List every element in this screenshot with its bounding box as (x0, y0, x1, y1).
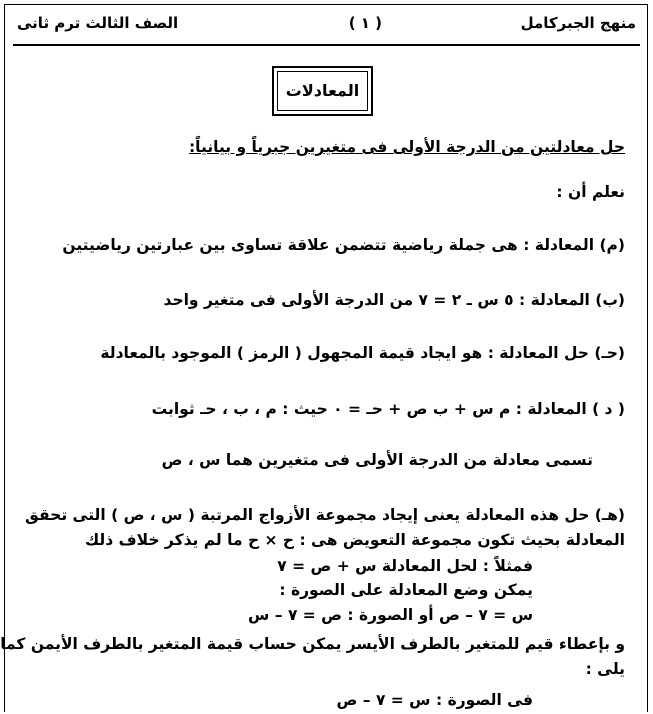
definition-a: (م) المعادلة : هى جملة رياضية تتضمن علاقة تساوى بين عبارتين رياضيتين (62, 236, 625, 254)
definition-e-line2: المعادلة بحيث تكون مجموعة التعويض هى : ح × ح ما لم يذكر خلاف ذلك (84, 531, 625, 549)
example-line: فمثلاً : لحل المعادلة س + ص = ٧ (277, 557, 533, 575)
section-heading: حل معادلتين من الدرجة الأولى فى متغيرين جبرياً و بيانياً: (188, 138, 625, 156)
definition-d: ( د ) المعادلة : م س + ب ص + حـ = ٠ حيث : م ، ب ، حـ ثوابت (151, 400, 625, 418)
lesson-title-box (272, 66, 373, 116)
grade-label: الصف الثالث ترم ثانى (17, 14, 179, 32)
form-line: فى الصورة : س = ٧ – ص (336, 691, 533, 709)
definition-c: (حـ) حل المعادلة : هو ايجاد قيمة المجهول ( الرمز ) الموجود بالمعادلة (100, 344, 625, 362)
definition-d-note: تسمى معادلة من الدرجة الأولى فى متغيرين هما س ، ص (161, 451, 593, 469)
forms-line: س = ٧ – ص أو الصورة : ص = ٧ – س (248, 606, 533, 624)
definition-e-line1: (هـ) حل هذه المعادلة يعنى إيجاد مجموعة الأزواج المرتبة ( س ، ص ) التى تحقق (25, 506, 625, 524)
page-header (13, 10, 640, 46)
intro-line: نعلم أن : (556, 183, 625, 201)
rearrange-line: يمكن وضع المعادلة على الصورة : (279, 581, 533, 599)
page-number: ( ١ ) (348, 14, 382, 32)
substitution-line1: و بإعطاء قيم للمتغير بالطرف الأيسر يمكن حساب قيمة المتغير بالطرف الأيمن كما (0, 635, 625, 653)
curriculum-title: منهج الجبركامل (520, 14, 636, 32)
lesson-title: المعادلات (277, 71, 368, 111)
definition-b: (ب) المعادلة : ٥ س ـ ٢ = ٧ من الدرجة الأولى فى متغير واحد (163, 291, 625, 309)
substitution-line2: يلى : (585, 660, 625, 678)
